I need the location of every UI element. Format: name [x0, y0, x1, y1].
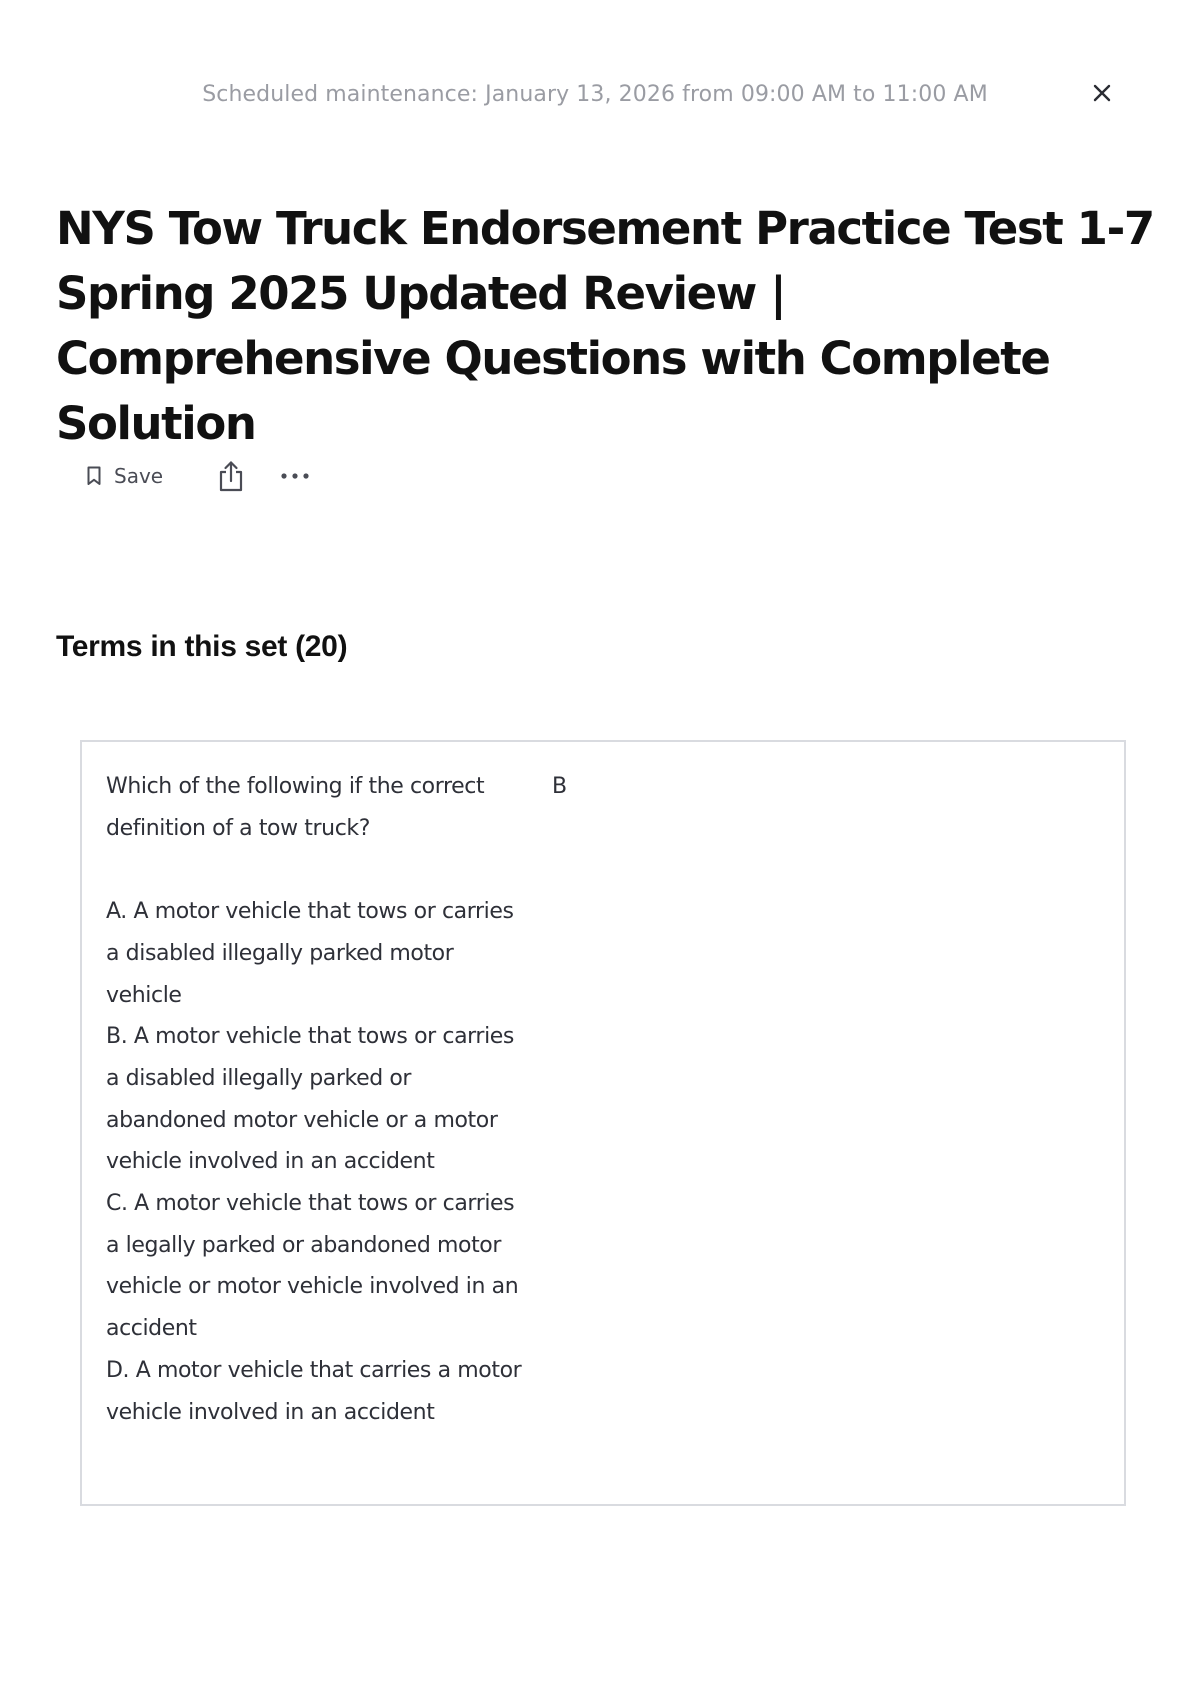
- page-title: NYS Tow Truck Endorsement Practice Test 1-7 Spring 2025 Updated Review | Comprehensive Questions with Complete Solution: [56, 202, 1154, 450]
- term-card: [80, 740, 1126, 1506]
- terms-heading: Terms in this set (20): [56, 630, 348, 663]
- save-button-label: Save: [114, 464, 164, 488]
- save-button[interactable]: [76, 458, 173, 494]
- close-icon: [1093, 84, 1111, 102]
- more-options-button[interactable]: [277, 458, 313, 494]
- maintenance-banner-text: Scheduled maintenance: January 13, 2026 from 09:00 AM to 11:00 AM: [202, 82, 988, 107]
- bookmark-icon: [86, 466, 102, 486]
- term-answer: B: [552, 774, 568, 799]
- banner-close-button[interactable]: [1085, 76, 1119, 110]
- action-toolbar: [76, 456, 313, 496]
- more-options-icon: [280, 472, 310, 480]
- share-icon: [218, 460, 244, 492]
- maintenance-banner: [0, 72, 1200, 122]
- term-question: Which of the following if the correct definition of a tow truck? A. A motor vehicle that tows or carries a disabled illegally parked motor vehicle B. A motor vehicle that tows or carries a disabled illegally parked or abandoned motor vehicle or a motor vehicle involved in an accident C. A motor vehicle that tows or carries a legally parked or abandoned motor vehicle or motor vehicle involved in an accident D. A motor vehicle that carries a motor vehicle involved in an accident: [106, 774, 522, 1425]
- share-button[interactable]: [213, 458, 249, 494]
